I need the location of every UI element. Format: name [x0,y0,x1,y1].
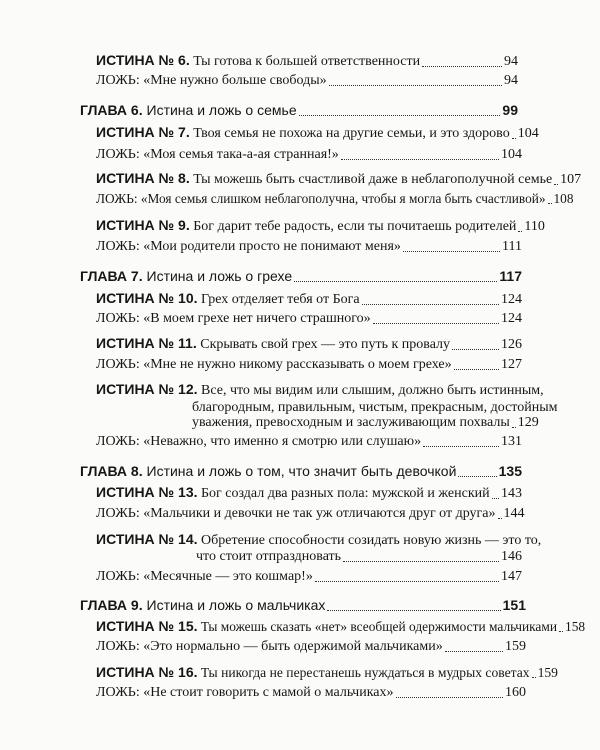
toc-entry-lie-8 [96,190,574,207]
leader-dots [403,251,500,252]
leader-dots [512,138,516,139]
toc-entry-truth-13 [96,484,522,502]
toc-entry-truth-10 [96,290,522,308]
entry-label: ИСТИНА № 15. [96,618,198,634]
entry-label: ЛОЖЬ: [96,506,140,521]
entry-page: 146 [501,549,522,564]
entry-label: ИСТИНА № 10. [96,290,198,306]
entry-label: ЛОЖЬ: [96,639,140,654]
entry-page: 131 [501,434,522,449]
leader-dots [294,281,497,282]
chapter-label: ГЛАВА 7. [80,268,143,284]
entry-page: 159 [505,639,526,654]
leader-dots [532,677,536,678]
entry-label: ЛОЖЬ: [96,147,140,162]
entry-label: ЛОЖЬ: [96,685,140,700]
chapter-page: 99 [502,102,518,118]
entry-title: Все, что мы видим или слышим, должно быть истинным, [201,383,544,398]
entry-label: ЛОЖЬ: [96,569,140,584]
entry-label: ИСТИНА № 8. [96,170,190,186]
entry-page: 127 [501,357,522,372]
entry-label: ЛОЖЬ: [96,311,140,326]
entry-page: 94 [504,54,518,69]
leader-dots [362,304,499,305]
chapter-title: Истина и ложь о мальчиках [146,597,326,613]
toc-entry-truth-12 [96,381,544,399]
toc-chapter-8 [80,463,522,480]
entry-page: 158 [565,619,586,634]
entry-title-continuation: уважения, превосходным и заслуживающим похвалы [192,415,510,430]
toc-entry-lie-6 [96,72,518,89]
entry-title: Обретение способности созидать новую жизнь — это то, [201,533,542,548]
entry-label: ЛОЖЬ: [96,73,140,88]
entry-title: Ты можешь сказать «нет» всеобщей одержимости мальчиками [200,619,557,634]
leader-dots [452,349,499,350]
entry-label: ИСТИНА № 14. [96,531,198,547]
entry-title: Скрывать свой грех — это путь к провалу [200,337,451,352]
leader-dots [492,498,499,499]
toc-entry-truth-8 [96,170,582,188]
leader-dots [518,231,522,232]
entry-title: «Месячные — это кошмар!» [143,569,313,584]
entry-title: «Мне не нужно никому рассказывать о моем грехе» [143,357,452,372]
entry-title: Ты никогда не перестанешь нуждаться в мудрых советах [200,665,530,680]
entry-title: «Мои родители просто не понимают меня» [143,239,401,254]
chapter-title: Истина и ложь о семье [146,102,297,118]
entry-page: 126 [501,337,522,352]
entry-page: 159 [537,665,558,680]
toc-chapter-9 [80,597,526,614]
leader-dots [373,323,499,324]
leader-dots [423,446,499,447]
entry-title: Ты готова к большей ответственности [193,54,421,69]
entry-label: ИСТИНА № 7. [96,124,190,140]
entry-page: 110 [524,219,545,234]
leader-dots [548,203,552,204]
entry-page: 144 [503,506,525,521]
entry-page: 129 [517,415,539,430]
entry-page: 107 [560,172,582,187]
entry-title-continuation: благородным, правильным, чистым, прекрасным, достойным [192,400,558,415]
toc-entry-truth-7 [96,124,539,142]
leader-dots [299,115,501,116]
entry-label: ИСТИНА № 11. [96,335,197,351]
entry-title: Грех отделяет тебя от Бога [201,292,360,307]
entry-title: «Моя семья така-а-ая странная!» [143,147,339,162]
chapter-title: Истина и ложь о том, что значит быть девочкой [146,463,457,479]
toc-entry-lie-14 [96,568,522,585]
leader-dots [341,159,499,160]
toc-entry-truth-11 [96,335,522,353]
chapter-page: 151 [502,597,526,613]
leader-dots [327,610,500,611]
chapter-label: ГЛАВА 8. [80,463,143,479]
chapter-title: Истина и ложь о грехе [146,268,293,284]
chapter-label: ГЛАВА 6. [80,102,143,118]
entry-page: 124 [501,292,522,307]
entry-title: «Это нормально — быть одержимой мальчиками» [143,639,443,654]
toc-entry-lie-9 [96,238,522,255]
entry-page: 104 [517,126,539,141]
entry-title: «Мальчики и девочки не так уж отличаются друг от друга» [143,506,496,521]
entry-title: Ты можешь быть счастливой даже в неблагополучной семье [193,172,553,187]
entry-title: «Моя семья слишком неблагополучна, чтобы я могла быть счастливой» [140,191,546,206]
entry-label: ЛОЖЬ: [96,434,140,449]
leader-dots [422,66,502,67]
toc-entry-truth-6 [96,52,518,70]
entry-page: 160 [505,685,526,700]
entry-label: ИСТИНА № 16. [96,664,198,680]
entry-label: ИСТИНА № 9. [96,217,190,233]
entry-page: 108 [553,191,574,206]
toc-chapter-7 [80,268,522,285]
entry-page: 94 [504,73,518,88]
entry-title: «Мне нужно больше свободы» [143,73,327,88]
leader-dots [396,697,503,698]
entry-label: ИСТИНА № 13. [96,484,198,500]
toc-entry-truth-16 [96,664,558,681]
toc-entry-truth-9 [96,217,545,235]
entry-page: 147 [501,569,522,584]
leader-dots [554,184,558,185]
entry-title: «В моем грехе нет ничего страшного» [143,311,371,326]
toc-chapter-6 [80,102,518,119]
entry-label: ИСТИНА № 12. [96,381,198,397]
entry-title: Бог дарит тебе радость, если ты почитаешь родителей [193,219,517,234]
leader-dots [454,369,499,370]
toc-entry-lie-13 [96,505,525,522]
toc-entry-lie-10 [96,310,522,327]
leader-dots [498,518,502,519]
toc-entry-lie-11 [96,356,522,373]
entry-page: 104 [501,147,522,162]
chapter-page: 135 [498,463,522,479]
toc-entry-lie-7 [96,146,522,163]
entry-page: 111 [502,239,522,254]
entry-title: «Неважно, что именно я смотрю или слушаю» [143,434,422,449]
entry-page: 124 [501,311,522,326]
entry-label: ЛОЖЬ: [96,239,140,254]
entry-label: ЛОЖЬ: [96,191,138,206]
leader-dots [559,631,563,632]
entry-label: ИСТИНА № 6. [96,52,190,68]
toc-entry-truth-15 [96,618,586,635]
entry-title-continuation: что стоит отпраздновать [196,549,342,564]
toc-entry-continuation-last [196,548,522,565]
leader-dots [315,581,499,582]
entry-title: Бог создал два разных пола: мужской и женский [201,486,490,501]
entry-title: Твоя семья не похожа на другие семьи, и это здорово [193,126,510,141]
leader-dots [343,561,499,562]
toc-entry-continuation-last [192,414,539,431]
toc-entry-lie-16 [96,684,526,701]
entry-title: «Не стоит говорить с мамой о мальчиках» [143,685,394,700]
toc-entry-truth-14 [96,531,541,549]
leader-dots [512,427,516,428]
leader-dots [458,476,496,477]
entry-page: 143 [501,486,522,501]
chapter-page: 117 [499,268,522,284]
toc-entry-lie-12 [96,433,522,450]
chapter-label: ГЛАВА 9. [80,597,143,613]
leader-dots [329,85,502,86]
toc-entry-lie-15 [96,638,526,655]
leader-dots [445,651,503,652]
entry-label: ЛОЖЬ: [96,357,140,372]
